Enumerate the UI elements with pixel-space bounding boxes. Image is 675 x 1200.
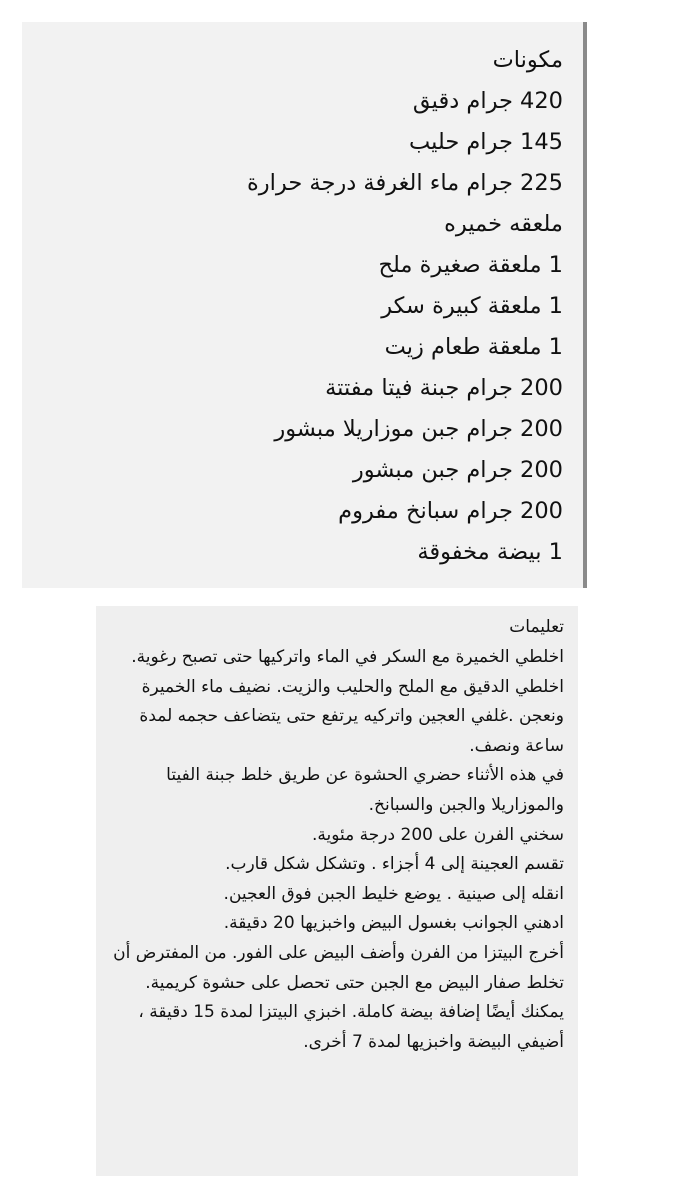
instruction-step: في هذه الأثناء حضري الحشوة عن طريق خلط جبنة الفيتا والموزاريلا والجبن والسبانخ. bbox=[166, 765, 564, 815]
ingredient-item: 1 ملعقة صغيرة ملح bbox=[378, 252, 563, 278]
ingredient-item: 200 جرام سبانخ مفروم bbox=[338, 498, 563, 524]
instruction-step: سخني الفرن على 200 درجة مئوية. bbox=[312, 824, 564, 845]
ingredients-panel bbox=[22, 22, 587, 588]
ingredient-item: 420 جرام دقيق bbox=[412, 88, 563, 114]
ingredient-item: ملعقه خميره bbox=[444, 211, 563, 237]
instruction-step: أخرج البيتزا من الفرن وأضف البيض على الفور. من المفترض أن تخلط صفار البيض مع الجبن حتى تحصل على حشوة كريمية. يمكنك أيضًا إضافة بيضة كاملة. اخبزي البيتزا لمدة 15 دقيقة ، أضيفي البيضة واخبزيها لمدة 7 أخرى. bbox=[113, 942, 564, 1052]
ingredient-item: 200 جرام جبن مبشور bbox=[352, 457, 563, 483]
instructions-heading: تعليمات bbox=[509, 617, 564, 637]
ingredient-item: 200 جرام جبنة فيتا مفتتة bbox=[325, 375, 563, 401]
ingredient-item: 145 جرام حليب bbox=[408, 129, 563, 155]
ingredient-item: 1 بيضة مخفوقة bbox=[417, 539, 563, 565]
instructions-panel bbox=[96, 606, 578, 1176]
ingredient-item: 1 ملعقة طعام زيت bbox=[384, 334, 563, 360]
ingredient-item: 200 جرام جبن موزاريلا مبشور bbox=[274, 416, 563, 442]
ingredients-list bbox=[22, 81, 583, 573]
ingredient-item: 225 جرام ماء الغرفة درجة حرارة bbox=[247, 170, 563, 196]
ingredient-item: 1 ملعقة كبيرة سكر bbox=[381, 293, 563, 319]
instruction-step: تقسم العجينة إلى 4 أجزاء . وتشكل شكل قارب. bbox=[225, 854, 564, 875]
instruction-step: ادهني الجوانب بغسول البيض واخبزيها 20 دقيقة. bbox=[223, 913, 564, 934]
instruction-step: اخلطي الدقيق مع الملح والحليب والزيت. نضيف ماء الخميرة ونعجن .غلفي العجين واتركيه يرتفع حتى يتضاعف حجمه لمدة ساعة ونصف. bbox=[139, 676, 564, 756]
instruction-step: انقله إلى صينية . يوضع خليط الجبن فوق العجين. bbox=[223, 883, 564, 904]
ingredients-heading: مكونات bbox=[492, 47, 563, 73]
instruction-step: اخلطي الخميرة مع السكر في الماء واتركيها حتى تصبح رغوية. bbox=[131, 647, 564, 667]
